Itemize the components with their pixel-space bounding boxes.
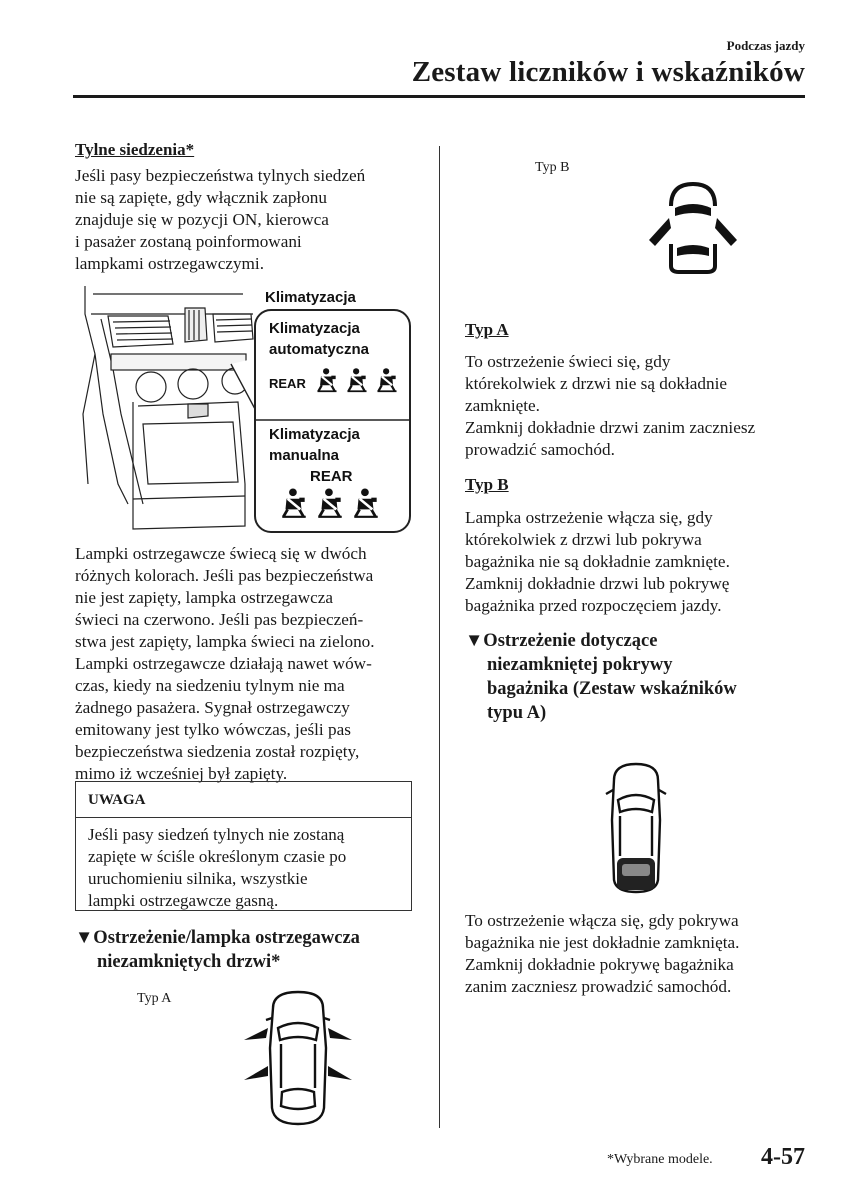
note-body xyxy=(76,818,411,912)
text-line: Lampka ostrzeżenie włącza się, gdy xyxy=(465,508,713,527)
text-line: żadnego pasażera. Sygnał ostrzegawczy xyxy=(75,698,350,717)
text-line: znajduje się w pozycji ON, kierowca xyxy=(75,210,329,229)
text-line: emitowany jest tylko wówczas, jeśli pas xyxy=(75,720,351,739)
title-rule xyxy=(73,95,805,98)
typ-a-text xyxy=(465,351,755,461)
page-title: Zestaw liczników i wskaźników xyxy=(411,56,805,88)
vent-center xyxy=(185,308,207,342)
rear-seats-heading: Tylne siedzenia* xyxy=(75,140,195,159)
heading-line: ▼Ostrzeżenie/lampka ostrzegawcza xyxy=(75,928,360,948)
text-line: mimo iż wcześniej był zapięty. xyxy=(75,764,288,783)
trunk-text xyxy=(465,910,739,998)
text-line: i pasażer zostaną poinformowani xyxy=(75,232,302,251)
text-line: To ostrzeżenie świeci się, gdy xyxy=(465,352,671,371)
note-title: UWAGA xyxy=(76,782,411,818)
text-line: stwa jest zapięty, lampka świeci na zielono. xyxy=(75,632,375,651)
text-line: Lampki ostrzegawcze świecą się w dwóch xyxy=(75,544,367,563)
text-line: którekolwiek z drzwi lub pokrywa xyxy=(465,530,702,549)
heading-line: ▼Ostrzeżenie dotyczące xyxy=(465,631,658,651)
dashboard-drawing xyxy=(83,286,253,529)
text-line: Zamknij dokładnie drzwi zanim zaczniesz xyxy=(465,418,756,437)
text-line: Jeśli pasy siedzeń tylnych nie zostaną xyxy=(88,825,345,844)
text-line: prowadzić samochód. xyxy=(465,440,615,459)
manual-ac-label-2: manualna xyxy=(269,447,340,464)
text-line: nie są zapięte, gdy włącznik zapłonu xyxy=(75,188,327,207)
text-line: czas, kiedy na siedzeniu tylnym nie ma xyxy=(75,676,345,695)
text-line: nie jest zapięty, lampka ostrzegawcza xyxy=(75,588,334,607)
typ-a-heading: Typ A xyxy=(465,320,509,339)
heading-line: bagażnika (Zestaw wskaźników xyxy=(487,679,737,699)
note-box xyxy=(75,781,412,911)
rear-label: REAR xyxy=(269,376,306,391)
text-line: zamknięte. xyxy=(465,396,540,415)
text-line: zapięte w ściśle określonym czasie po xyxy=(88,847,347,866)
car-open-doors-icon xyxy=(238,988,358,1130)
heading-line: typu A) xyxy=(487,703,547,723)
trunk-warning-heading xyxy=(465,629,737,725)
text-line: świeci na czerwono. Jeśli pas bezpieczeń- xyxy=(75,610,364,629)
car-trunk-open-icon xyxy=(598,760,674,896)
heading-line: niezamkniętej pokrywy xyxy=(487,655,673,675)
text-line: różnych kolorach. Jeśli pas bezpieczeństwa xyxy=(75,566,374,585)
manual-ac-label-1: Klimatyzacja xyxy=(269,426,360,443)
text-line: lampki ostrzegawcze gasną. xyxy=(88,891,279,910)
vent-left xyxy=(108,316,173,347)
text-line: bagażnika przed rozpoczęciem jazdy. xyxy=(465,596,722,615)
typ-b-text xyxy=(465,507,730,617)
text-line: lampkami ostrzegawczymi. xyxy=(75,254,264,273)
text-line: uruchomieniu silnika, wszystkie xyxy=(88,869,308,888)
door-warning-heading xyxy=(75,926,360,974)
text-line: bagażnika nie jest dokładnie zamknięta. xyxy=(465,933,740,952)
typ-b-caption: Typ B xyxy=(535,160,570,175)
auto-ac-label-2: automatyczna xyxy=(269,341,370,358)
text-line: Zamknij dokładnie drzwi lub pokrywę xyxy=(465,574,730,593)
text-line: Jeśli pasy bezpieczeństwa tylnych siedzeń xyxy=(75,166,366,185)
section-label: Podczas jazdy xyxy=(726,38,805,53)
text-line: Zamknij dokładnie pokrywę bagażnika xyxy=(465,955,734,974)
rear-label: REAR xyxy=(310,468,353,485)
footnote: *Wybrane modele. xyxy=(607,1152,713,1167)
column-divider xyxy=(439,146,440,1128)
typ-b-heading: Typ B xyxy=(465,475,509,494)
text-line: To ostrzeżenie włącza się, gdy pokrywa xyxy=(465,911,739,930)
rear-seats-text xyxy=(75,165,365,275)
typ-a-caption: Typ A xyxy=(137,991,172,1006)
vent-right xyxy=(213,314,253,342)
text-line: którekolwiek z drzwi nie są dokładnie xyxy=(465,374,728,393)
page-number: 4-57 xyxy=(761,1144,805,1170)
door-warning-icon xyxy=(645,178,741,276)
text-line: bezpieczeństwa siedzenia został rozpięty, xyxy=(75,742,360,761)
ac-label: Klimatyzacja xyxy=(265,289,356,306)
seatbelt-lamp-figure xyxy=(73,284,418,536)
text-line: Lampki ostrzegawcze działają nawet wów- xyxy=(75,654,372,673)
text-line: zanim zaczniesz prowadzić samochód. xyxy=(465,977,732,996)
heading-line: niezamkniętych drzwi* xyxy=(97,952,281,972)
text-line: bagażnika nie są dokładnie zamknięte. xyxy=(465,552,730,571)
lamps-text xyxy=(75,543,375,785)
auto-ac-label-1: Klimatyzacja xyxy=(269,320,360,337)
